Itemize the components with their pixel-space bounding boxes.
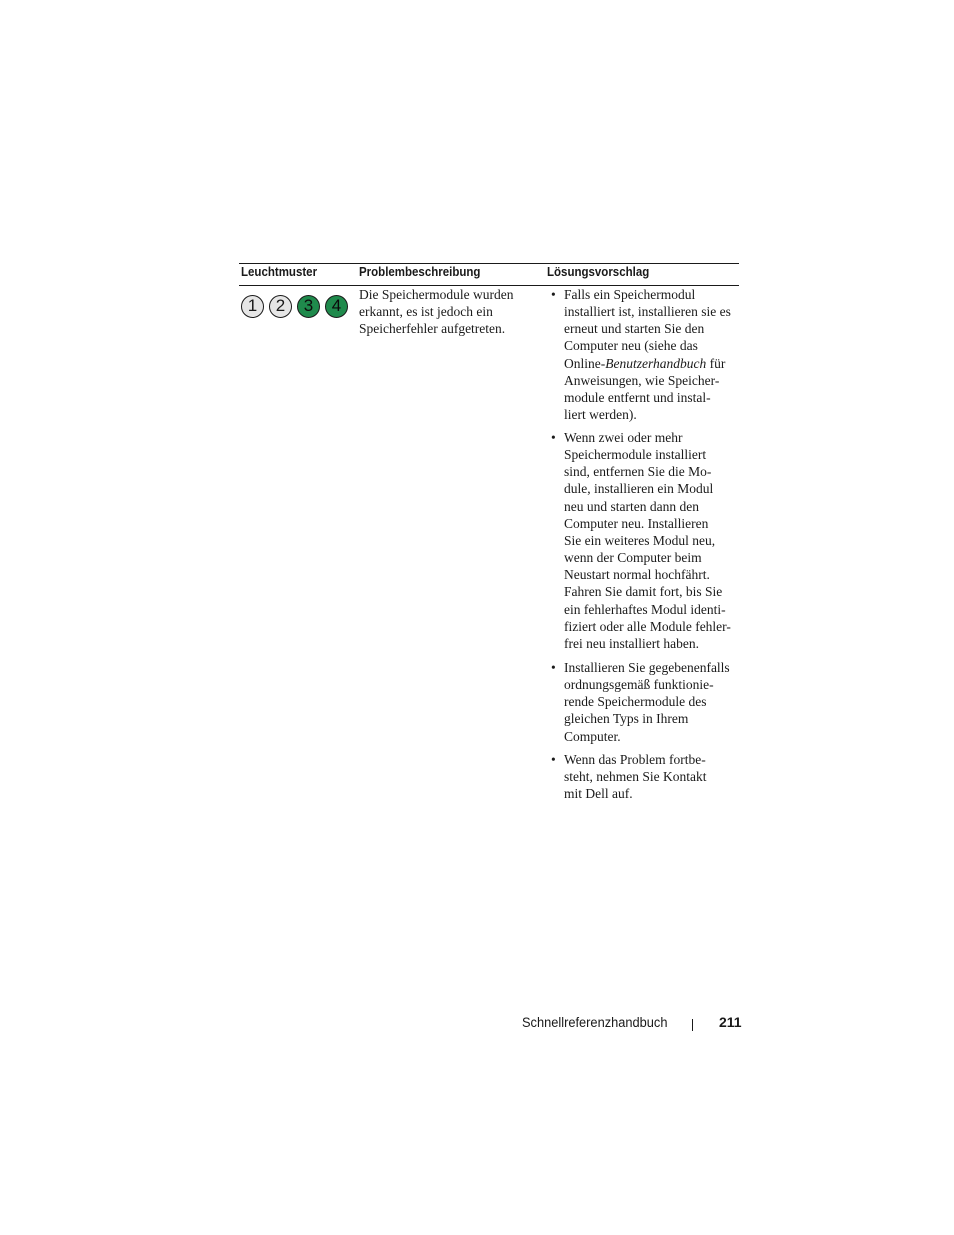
solution-line: Anweisungen, wie Speicher-	[564, 372, 720, 388]
solution-line: neu und starten dann den	[564, 498, 699, 514]
bullet-dot: •	[551, 752, 556, 767]
footer-document-title: Schnellreferenzhandbuch	[522, 1015, 668, 1030]
solution-line: Computer neu (siehe das	[564, 338, 698, 354]
solution-line: Computer neu. Installieren	[564, 515, 709, 531]
page-number: 211	[719, 1014, 742, 1030]
led-1-indicator: 1	[241, 295, 264, 318]
header-loesungsvorschlag: Lösungsvorschlag	[547, 265, 650, 279]
solution-line: wenn der Computer beim	[564, 550, 702, 566]
solution-line: Sie ein weiteres Modul neu,	[564, 532, 716, 548]
solution-line: Fahren Sie damit fort, bis Sie	[564, 584, 723, 600]
bullet-dot: •	[551, 660, 556, 675]
user-guide-reference: Benutzerhandbuch	[605, 355, 707, 371]
solution-line: Wenn zwei oder mehr	[564, 430, 683, 445]
problem-description	[359, 286, 539, 338]
solution-line: Falls ein Speichermodul	[564, 287, 696, 302]
led-2-indicator: 2	[269, 295, 292, 318]
solution-line: dule, installieren ein Modul	[564, 481, 714, 497]
solution-line: fiziert oder alle Module fehler-	[564, 618, 731, 634]
solution-line-with-reference	[564, 355, 731, 372]
solution-line: Speichermodule installiert	[564, 447, 707, 463]
description-line: erkannt, es ist jedoch ein	[359, 304, 493, 320]
header-leuchtmuster: Leuchtmuster	[241, 265, 318, 279]
bullet-dot: •	[551, 287, 556, 302]
solution-line: sind, entfernen Sie die Mo-	[564, 464, 712, 480]
description-line: Speicherfehler aufgetreten.	[359, 321, 506, 337]
solution-text: Online-	[564, 355, 606, 371]
solution-line: Wenn das Problem fortbe-	[564, 752, 706, 767]
footer-separator	[692, 1019, 693, 1031]
led-4-indicator: 4	[325, 295, 348, 318]
table-top-rule	[239, 263, 739, 264]
led-3-indicator: 3	[297, 295, 320, 318]
solution-line: steht, nehmen Sie Kontakt	[564, 769, 707, 785]
header-problembeschreibung: Problembeschreibung	[359, 265, 481, 279]
solution-line: ein fehlerhaftes Modul identi-	[564, 601, 726, 617]
solution-line: erneut und starten Sie den	[564, 321, 705, 337]
description-line: Die Speichermodule wurden	[359, 287, 514, 302]
solution-line: module entfernt und instal-	[564, 389, 711, 405]
solution-text: für	[706, 355, 726, 371]
solution-line: frei neu installiert haben.	[564, 635, 699, 651]
solution-line: Installieren Sie gegebenenfalls	[564, 660, 730, 675]
solution-line: liert werden).	[564, 407, 637, 423]
solution-line: Neustart normal hochfährt.	[564, 567, 710, 583]
solution-line: mit Dell auf.	[564, 786, 633, 802]
solution-line: ordnungsgemäß funktionie-	[564, 677, 714, 693]
solution-line: installiert ist, installieren sie es	[564, 304, 731, 320]
solution-line: gleichen Typs in Ihrem	[564, 711, 689, 727]
solution-line: rende Speichermodule des	[564, 694, 707, 710]
solution-line: Computer.	[564, 728, 621, 744]
bullet-dot: •	[551, 430, 556, 445]
